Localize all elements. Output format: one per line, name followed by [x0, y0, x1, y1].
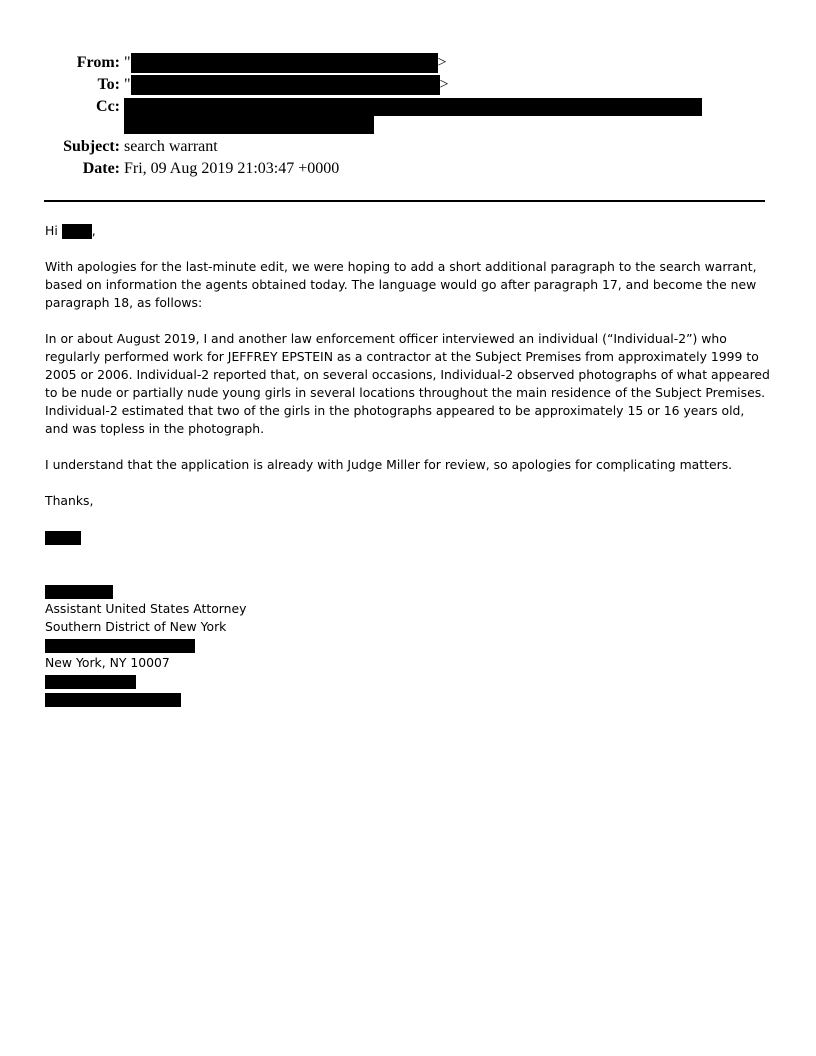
paragraph-note: I understand that the application is already with Judge Miller for review, so apologies for complicating matters.: [45, 457, 733, 472]
from-redaction: [131, 53, 438, 73]
date-value: Fri, 09 Aug 2019 21:03:47 +0000: [124, 160, 340, 177]
to-suffix: >: [439, 76, 449, 93]
signature-phone-row: [45, 672, 770, 690]
to-label: To:: [97, 76, 120, 93]
signature-initials-row: [45, 528, 770, 546]
from-label: From:: [76, 54, 120, 71]
date-label: Date:: [82, 160, 120, 177]
to-value: [124, 74, 449, 96]
subject-label: Subject:: [63, 138, 120, 155]
cc-label: Cc:: [96, 98, 120, 115]
signature-name-redaction: [45, 585, 113, 599]
cc-redaction-line1: [124, 98, 702, 116]
closing: Thanks,: [45, 493, 94, 508]
to-redaction: [131, 75, 440, 95]
signature-initials-redaction: [45, 531, 81, 545]
from-suffix: >: [437, 54, 447, 71]
greeting-name-redaction: [62, 224, 92, 239]
email-header: [0, 52, 816, 180]
greeting-text: Hi: [45, 223, 58, 238]
cc-redaction-line2: [124, 116, 374, 134]
signature-spacer-2: [45, 564, 770, 582]
subject-row: [0, 136, 816, 158]
date-row: [0, 158, 816, 180]
signature-address-row: [45, 636, 770, 654]
email-body: [45, 222, 770, 708]
to-row: [0, 74, 816, 96]
signature-office: Southern District of New York: [45, 619, 227, 634]
signature-email-row: [45, 690, 770, 708]
greeting: [45, 222, 770, 240]
cc-row: [0, 96, 816, 136]
header-divider: [44, 200, 765, 202]
from-prefix: ": [124, 54, 131, 71]
signature-name-row: [45, 582, 770, 600]
from-value: [124, 52, 447, 74]
signature-phone-redaction: [45, 675, 136, 689]
greeting-punct: ,: [91, 223, 96, 238]
signature-address-redaction: [45, 639, 195, 653]
signature-city: New York, NY 10007: [45, 655, 170, 670]
signature-title: Assistant United States Attorney: [45, 601, 247, 616]
signature-email-redaction: [45, 693, 181, 707]
to-prefix: ": [124, 76, 131, 93]
paragraph-insert: In or about August 2019, I and another law enforcement officer interviewed an individual (“Individual-2”) who regularly performed work for JEFFREY EPSTEIN as a contractor at the Subject Premises from approximately 1999 to 2005 or 2006. Individual-2 reported that, on several occasions, Individual-2 observed photographs of what appeared to be nude or partially nude young girls in several locations throughout the main residence of the Subject Premises. Individual-2 estimated that two of the girls in the photographs appeared to be approximately 15 or 16 years old, and was topless in the photograph.: [45, 331, 770, 436]
paragraph-intro: With apologies for the last-minute edit, we were hoping to add a short additional paragraph to the search warrant, based on information the agents obtained today. The language would go after paragraph 17, and become the new paragraph 18, as follows:: [45, 259, 757, 310]
subject-value: search warrant: [124, 138, 218, 155]
signature-spacer-1: [45, 546, 770, 564]
from-row: [0, 52, 816, 74]
